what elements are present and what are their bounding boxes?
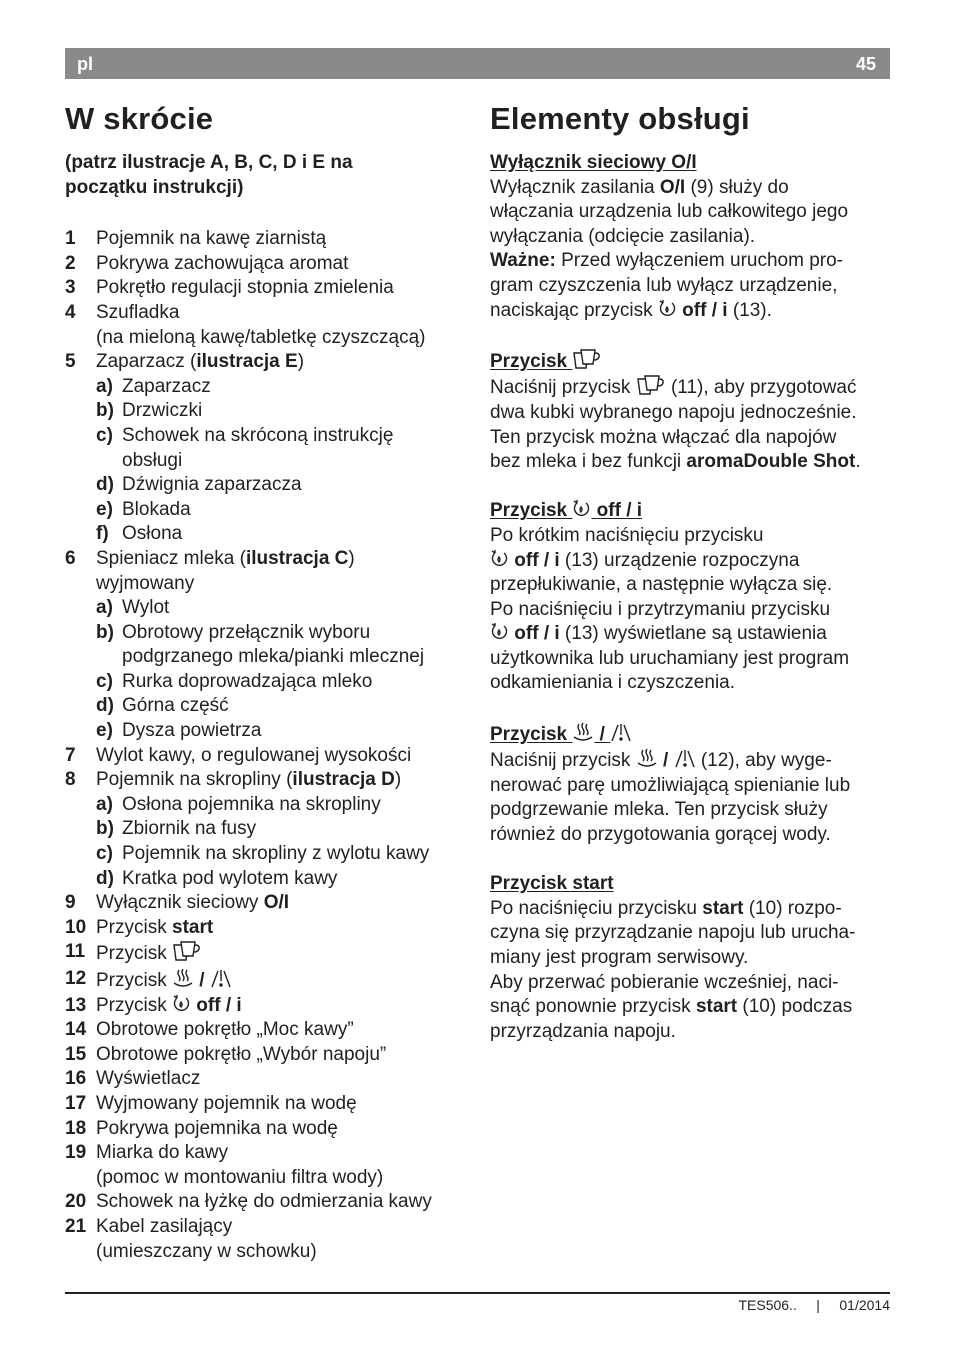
sub-item-letter: c) xyxy=(96,424,113,446)
list-item xyxy=(65,547,465,572)
item-number: 11 xyxy=(65,941,86,963)
section-line: Ważne: Przed wyłączeniem uruchom pro- xyxy=(490,250,844,272)
section-line: Po naciśnięciu i przytrzymaniu przycisku xyxy=(490,598,831,620)
section-line: podgrzewanie mleka. Ten przycisk służy xyxy=(490,799,828,821)
hot-water-icon xyxy=(610,721,632,743)
text-run: Zbiornik na fusy xyxy=(122,818,257,840)
text-run: ilustracja E xyxy=(196,351,298,373)
text-run: Pokrywa zachowująca aromat xyxy=(96,252,349,274)
steam-icon xyxy=(172,967,194,989)
text-run: Schowek na skróconą instrukcję xyxy=(122,424,394,446)
rinse-icon xyxy=(658,299,677,319)
sub-list-item xyxy=(65,670,465,695)
text-run: Zaparzacz xyxy=(122,375,211,397)
rinse-icon xyxy=(490,622,509,642)
sub-list-item xyxy=(65,694,465,719)
text-run: Wyjmowany pojemnik na wodę xyxy=(96,1092,357,1114)
text-run: Dysza powietrza xyxy=(122,720,262,742)
section-heading: Przycisk off / i xyxy=(490,500,643,522)
text-run: Przycisk xyxy=(96,970,172,991)
text-run: ) xyxy=(394,769,402,791)
text-run: ilustracja C xyxy=(245,547,349,569)
item-number: 9 xyxy=(65,892,76,914)
right-column xyxy=(490,100,895,1044)
section-line: nerować parę umożliwiającą spienianie lub xyxy=(490,774,851,796)
footer-rule xyxy=(65,1292,890,1294)
text-run: Pokrywa pojemnika na wodę xyxy=(96,1117,338,1139)
item-number: 8 xyxy=(65,769,76,791)
text-run: Górna część xyxy=(122,695,229,717)
sub-list-item xyxy=(65,375,465,400)
text-run: Obrotowy przełącznik wyboru xyxy=(122,621,371,643)
text-run: Zaparzacz ( xyxy=(96,351,197,373)
sub-item-letter: d) xyxy=(96,474,114,496)
text-run: Wyświetlacz xyxy=(96,1068,201,1090)
text-run: Wyłącznik sieciowy xyxy=(96,892,264,914)
text-run: Dźwignia zaparzacza xyxy=(122,474,302,496)
section-heading: Przycisk xyxy=(490,348,895,375)
list-item xyxy=(65,227,465,252)
item-number: 7 xyxy=(65,744,76,766)
sub-list-item xyxy=(65,867,465,892)
model-number: TES506.. xyxy=(738,1297,797,1313)
section-steam xyxy=(490,721,895,848)
text-run: Drzwiczki xyxy=(122,400,203,422)
text-run: Przycisk xyxy=(96,916,172,938)
header-bar xyxy=(65,48,890,79)
list-item xyxy=(65,1117,465,1142)
right-title: Elementy obsługi xyxy=(490,101,750,136)
rinse-icon xyxy=(172,994,191,1014)
text-run: Kratka pod wylotem kawy xyxy=(122,867,338,889)
item-number: 1 xyxy=(65,228,76,250)
list-item-continuation: (pomoc w montowaniu filtra wody) xyxy=(96,1166,384,1188)
item-number: 17 xyxy=(65,1092,87,1114)
text-run: Szufladka xyxy=(96,301,180,323)
section-line: Naciśnij przycisk / (12), aby wyge- xyxy=(490,747,895,774)
section-line: miany jest program serwisowy. xyxy=(490,947,749,968)
sub-item-letter: b) xyxy=(96,400,114,422)
hot-water-icon xyxy=(674,747,696,769)
text-run: Przycisk xyxy=(96,943,172,965)
sub-item-letter: c) xyxy=(96,670,113,692)
list-item-continuation: (na mieloną kawę/tabletkę czyszczącą) xyxy=(96,326,426,348)
section-two-cups xyxy=(490,348,895,475)
text-run: Obrotowe pokrętło „Wybór napoju” xyxy=(96,1043,387,1065)
two-cups-icon xyxy=(636,374,666,396)
rinse-icon xyxy=(490,549,509,569)
list-item xyxy=(65,744,465,769)
section-line: snąć ponownie przycisk start (10) podczas xyxy=(490,996,853,1018)
list-item-continuation: wyjmowany xyxy=(96,572,195,594)
sub-list-item xyxy=(65,793,465,818)
item-number: 14 xyxy=(65,1019,87,1041)
list-item xyxy=(65,1018,465,1043)
list-item-continuation: (umieszczany w schowku) xyxy=(96,1240,317,1262)
rinse-icon xyxy=(572,499,591,519)
steam-icon xyxy=(572,721,594,743)
text-run: Pokrętło regulacji stopnia zmielenia xyxy=(96,277,394,299)
section-line: Aby przerwać pobieranie wcześniej, naci- xyxy=(490,971,839,993)
section-line: Po naciśnięciu przycisku start (10) rozpo- xyxy=(490,897,842,919)
item-number: 16 xyxy=(65,1068,87,1090)
sub-item-letter: c) xyxy=(96,843,113,865)
text-run: Pojemnik na skropliny z wylotu kawy xyxy=(122,843,430,865)
item-number: 12 xyxy=(65,968,87,989)
section-line: naciskając przycisk off / i (13). xyxy=(490,299,772,321)
two-cups-icon xyxy=(172,940,202,962)
page-number: 45 xyxy=(855,54,876,74)
left-subtitle: (patrz ilustracje A, B, C, D i E na początku instrukcji) xyxy=(65,152,353,198)
sub-item-letter: d) xyxy=(96,695,114,717)
section-rinse-off xyxy=(490,499,895,696)
section-heading: Przycisk / xyxy=(490,721,895,748)
section-heading: Przycisk start xyxy=(490,873,614,895)
sub-list-item xyxy=(65,399,465,424)
item-number: 19 xyxy=(65,1142,87,1164)
sub-item-letter: a) xyxy=(96,793,113,815)
text-run: Obrotowe pokrętło „Moc kawy” xyxy=(96,1019,354,1041)
text-run: Rurka doprowadzająca mleko xyxy=(122,670,373,692)
section-line: off / i (13) wyświetlane są ustawienia xyxy=(490,622,895,647)
section-power-switch xyxy=(490,151,895,323)
section-start xyxy=(490,872,895,1044)
text-run: Pojemnik na kawę ziarnistą xyxy=(96,228,327,250)
list-item xyxy=(65,1141,465,1166)
sub-item-letter: b) xyxy=(96,621,114,643)
text-run: off / i xyxy=(191,994,242,1016)
section-line: bez mleka i bez funkcji aromaDouble Shot. xyxy=(490,451,861,473)
text-run: Przycisk xyxy=(96,994,172,1016)
section-line: przepłukiwanie, a następnie wyłącza się. xyxy=(490,574,833,596)
steam-icon xyxy=(636,747,658,769)
section-line: również do przygotowania gorącej wody. xyxy=(490,824,831,846)
print-date: 01/2014 xyxy=(839,1297,890,1313)
sub-list-item xyxy=(65,498,465,523)
left-column xyxy=(65,100,465,1264)
section-heading: Wyłącznik sieciowy O/I xyxy=(490,152,697,173)
footer-separator: | xyxy=(816,1297,820,1313)
text-run: Kabel zasilający xyxy=(96,1215,233,1237)
list-item xyxy=(65,768,465,793)
sub-list-item xyxy=(65,842,465,867)
two-cups-icon xyxy=(572,348,602,370)
list-item xyxy=(65,940,465,967)
sub-item-letter: f) xyxy=(96,523,109,545)
sub-list-item xyxy=(65,424,465,449)
text-run: ) xyxy=(297,351,305,373)
section-line: włączania urządzenia lub całkowitego jego xyxy=(490,201,849,223)
sub-list-item-continuation: obsługi xyxy=(122,449,183,471)
text-run: ilustracja D xyxy=(292,769,395,791)
hot-water-icon xyxy=(210,967,232,989)
sub-list-item xyxy=(65,817,465,842)
item-number: 2 xyxy=(65,252,76,274)
sub-item-letter: b) xyxy=(96,818,114,840)
item-number: 13 xyxy=(65,994,87,1016)
text-run: Osłona xyxy=(122,523,183,545)
section-line: Wyłącznik zasilania O/I (9) służy do xyxy=(490,176,789,198)
section-line: przyrządzania napoju. xyxy=(490,1020,676,1042)
sub-list-item xyxy=(65,522,465,547)
list-item xyxy=(65,891,465,916)
sub-item-letter: d) xyxy=(96,867,114,889)
section-line: Naciśnij przycisk (11), aby przygotować xyxy=(490,374,895,401)
item-number: 4 xyxy=(65,301,76,323)
sub-item-letter: e) xyxy=(96,498,113,520)
left-title: W skrócie xyxy=(65,101,214,136)
sub-list-item xyxy=(65,621,465,646)
list-item xyxy=(65,301,465,326)
item-number: 10 xyxy=(65,916,87,938)
section-line: wyłączania (odcięcie zasilania). xyxy=(490,225,756,247)
section-line: dwa kubki wybranego napoju jednocześnie. xyxy=(490,401,857,423)
item-number: 18 xyxy=(65,1117,87,1139)
section-line: off / i (13) urządzenie rozpoczyna xyxy=(490,549,895,574)
list-item xyxy=(65,994,465,1019)
section-line: Ten przycisk można włączać dla napojów xyxy=(490,426,837,448)
sub-item-letter: a) xyxy=(96,375,113,397)
list-item xyxy=(65,1092,465,1117)
section-line: Po krótkim naciśnięciu przycisku xyxy=(490,524,764,546)
text-run: O/I xyxy=(263,892,290,914)
list-item xyxy=(65,350,465,375)
list-item xyxy=(65,916,465,941)
item-number: 5 xyxy=(65,351,76,373)
text-run: Schowek na łyżkę do odmierzania kawy xyxy=(96,1191,432,1213)
text-run: Blokada xyxy=(122,498,191,520)
sub-list-item xyxy=(65,473,465,498)
text-run: ) xyxy=(348,547,355,569)
sub-item-letter: e) xyxy=(96,720,113,742)
item-number: 3 xyxy=(65,277,76,299)
text-run: Osłona pojemnika na skropliny xyxy=(122,793,381,815)
text-run: Wylot xyxy=(122,597,170,619)
sub-list-item xyxy=(65,719,465,744)
section-line: gram czyszczenia lub wyłącz urządzenie, xyxy=(490,274,838,296)
list-item xyxy=(65,1190,465,1215)
text-run: start xyxy=(172,916,214,938)
parts-list xyxy=(65,227,465,1264)
sub-item-letter: a) xyxy=(96,597,113,619)
section-line: odkamieniania i czyszczenia. xyxy=(490,672,736,694)
text-run: Pojemnik na skropliny ( xyxy=(96,769,293,791)
list-item xyxy=(65,1067,465,1092)
list-item xyxy=(65,276,465,301)
item-number: 21 xyxy=(65,1215,87,1237)
section-line: czyna się przyrządzanie napoju lub urucha- xyxy=(490,922,856,944)
list-item xyxy=(65,1043,465,1068)
text-run: / xyxy=(194,970,210,991)
list-item xyxy=(65,1215,465,1240)
language-code: pl xyxy=(77,54,93,74)
sub-list-item xyxy=(65,596,465,621)
footer xyxy=(738,1297,890,1313)
sub-list-item-continuation: podgrzanego mleka/pianki mlecznej xyxy=(122,646,425,668)
section-line: użytkownika lub uruchamiany jest program xyxy=(490,647,850,669)
text-run: Wylot kawy, o regulowanej wysokości xyxy=(96,744,412,766)
text-run: Spieniacz mleka ( xyxy=(96,547,246,569)
item-number: 20 xyxy=(65,1191,87,1213)
item-number: 15 xyxy=(65,1043,87,1065)
list-item xyxy=(65,967,465,994)
list-item xyxy=(65,252,465,277)
item-number: 6 xyxy=(65,547,76,569)
text-run: Miarka do kawy xyxy=(96,1142,228,1164)
